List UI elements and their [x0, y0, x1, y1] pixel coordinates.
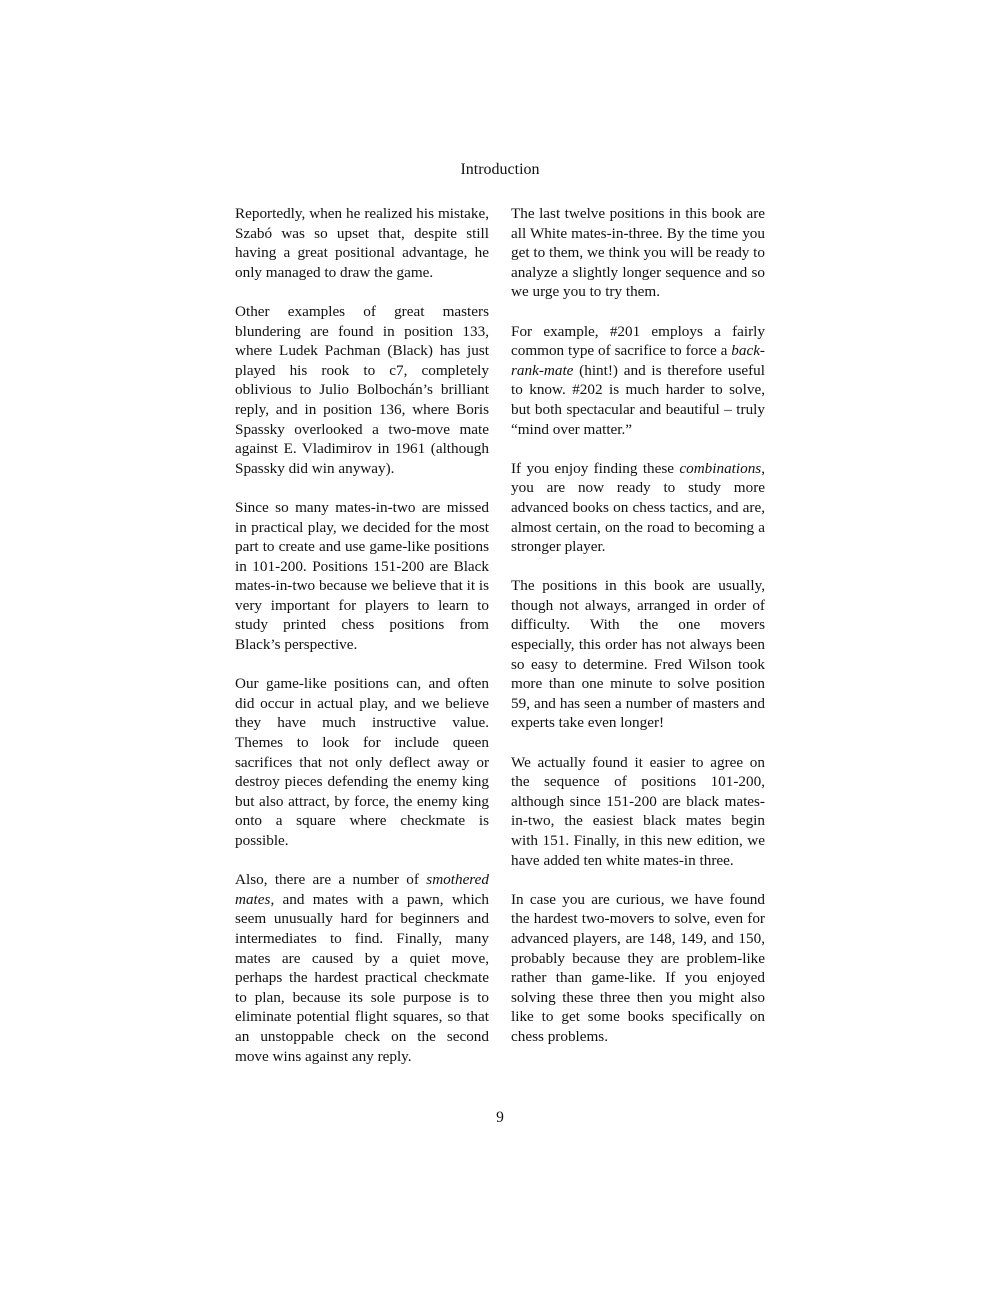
text-run: The positions in this book are usually, though not always, arranged in order of difficulty. With the one movers especially, this order has not always been so easy to determine. Fred Wilson took more than one minute to solve position 59, and has seen a number of masters and experts take even longer!	[511, 577, 765, 732]
page-title: Introduction	[460, 161, 540, 178]
text-run: The last twelve positions in this book are all White mates-in-three. By the time you get to them, we think you will be ready to analyze a slightly longer sequence and so we urge you to try them.	[511, 205, 765, 301]
paragraph	[511, 204, 765, 302]
paragraph	[235, 302, 489, 478]
paragraph	[235, 674, 489, 850]
text-run: Also, there are a number of	[235, 871, 427, 889]
text-run: We actually found it easier to agree on the sequence of positions 101-200, although since 151-200 are black mates-in-two, the easiest black mates begin with 151. Finally, in this new edition, we have added ten white mates-in three.	[511, 753, 765, 869]
paragraph	[511, 322, 765, 440]
paragraph	[511, 576, 765, 733]
paragraph	[511, 459, 765, 557]
italic-term: combinations	[679, 459, 762, 477]
text-run: Reportedly, when he realized his mistake, Szabó was so upset that, despite still having a great positional advantage, he only managed to draw the game.	[235, 205, 489, 281]
text-run: (hint!) and is therefore useful to know. #202 is much harder to solve, but both spectacular and beautiful – truly “mind over matter.”	[511, 361, 765, 438]
text-run: For example, #201 employs a fairly common type of sacrifice to force a	[511, 322, 765, 360]
text-run: In case you are curious, we have found the hardest two-movers to solve, even for advanced players, are 148, 149, and 150, probably because they are problem-like rather than game-like. If you enjoyed solving these three then you might also like to get some books specifically on chess problems.	[511, 890, 765, 1045]
italic-term: smothered mates	[235, 871, 489, 908]
text-run: , and mates with a pawn, which seem unusually hard for beginners and intermediates to find. Finally, many mates are caused by a quiet move, perhaps the hardest practical checkmate to plan, because its sole purpose is to eliminate potential flight squares, so that an unstoppable check on the second move wins against any reply.	[235, 890, 489, 1065]
left-column	[235, 204, 489, 1066]
page-number: 9	[496, 1109, 504, 1126]
right-column	[511, 204, 765, 1047]
paragraph	[511, 890, 765, 1047]
paragraph	[235, 498, 489, 655]
text-run: If you enjoy finding these	[511, 459, 680, 477]
paragraph	[511, 753, 765, 871]
text-run: Our game-like positions can, and often did occur in actual play, and we believe they have much instructive value. Themes to look for include queen sacrifices that not only deflect away or destroy pieces defending the enemy king but also attract, by force, the enemy king onto a square where checkmate is possible.	[235, 675, 489, 849]
paragraph	[235, 870, 489, 1066]
text-run: Other examples of great masters blundering are found in position 133, where Ludek Pachman (Black) has just played his rook to c7, completely oblivious to Julio Bolbochán’s brilliant reply, and in position 136, where Boris Spassky overlooked a two-move mate against E. Vladimirov in 1961 (although Spassky did win anyway).	[235, 302, 489, 477]
text-run: Since so many mates-in-two are missed in practical play, we decided for the most part to create and use game-like positions in 101-200. Positions 151-200 are Black mates-in-two because we believe that it is very important for players to learn to study printed chess positions from Black’s perspective.	[235, 498, 489, 654]
paragraph	[235, 204, 489, 282]
italic-term: back-rank-mate	[511, 342, 765, 379]
text-run: , you are now ready to study more advanced books on chess tactics, and are, almost certain, on the road to becoming a stronger player.	[511, 459, 765, 556]
